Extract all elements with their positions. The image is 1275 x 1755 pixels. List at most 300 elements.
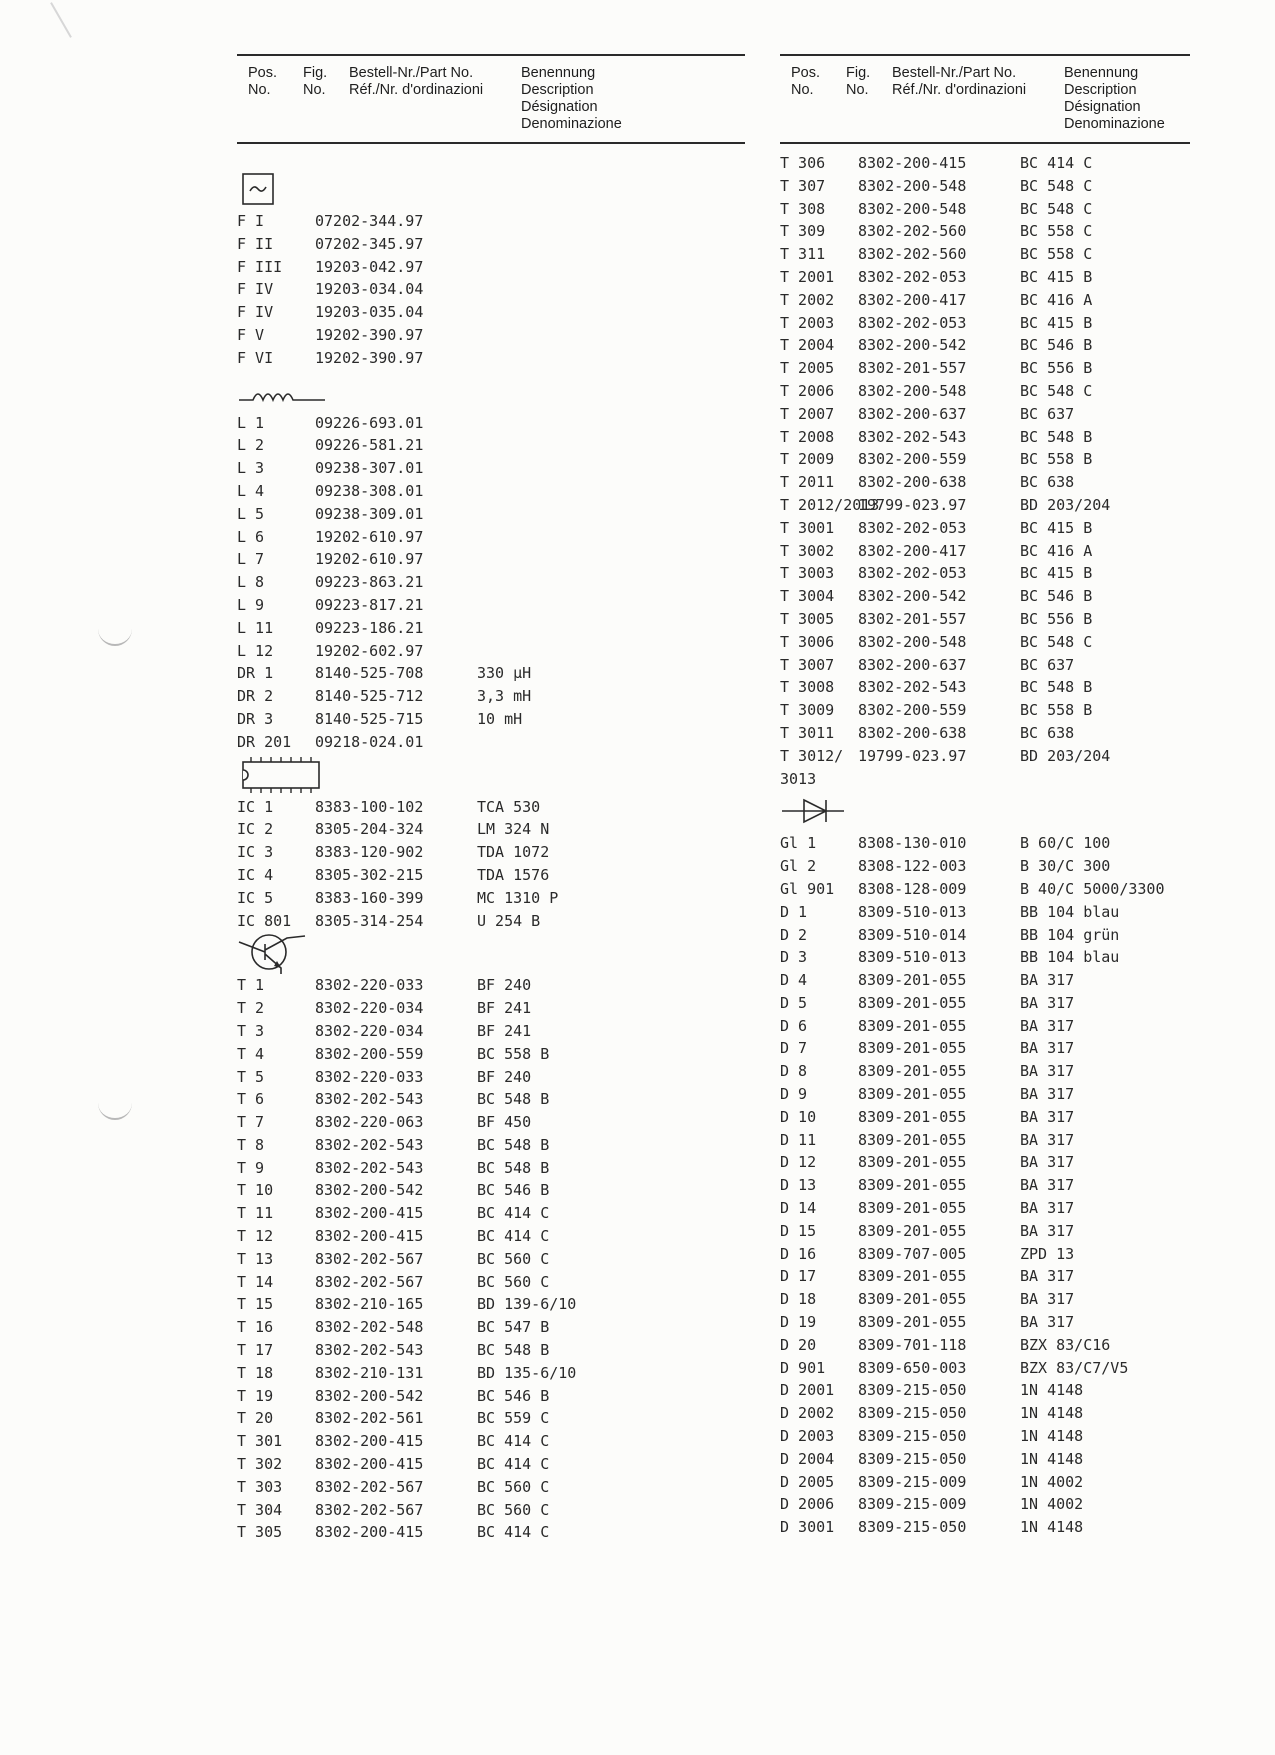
cell-pos: D 18	[780, 1290, 817, 1309]
punch-hole-mark	[98, 1102, 132, 1120]
header-part-no	[892, 65, 1026, 99]
cell-part: 8309-201-055	[858, 993, 967, 1012]
cell-pos: L 12	[237, 641, 274, 660]
cell-desc: 1N 4148	[1020, 1381, 1084, 1400]
cell-desc: B 30/C 300	[1020, 857, 1111, 876]
cell-desc: BC 548 B	[1020, 678, 1093, 697]
table-row	[780, 562, 1190, 585]
cell-desc: BC 415 B	[1020, 518, 1093, 537]
table-row	[237, 1043, 745, 1066]
cell-pos: D 12	[780, 1153, 817, 1172]
cell-desc: BC 415 B	[1020, 313, 1093, 332]
cell-pos: T 13	[237, 1249, 274, 1268]
cell-part: 8302-220-063	[315, 1113, 424, 1132]
cell-part: 09223-186.21	[315, 618, 424, 637]
cell-desc: BD 135-6/10	[477, 1363, 577, 1382]
cell-desc: BC 548 C	[1020, 632, 1093, 651]
cell-part: 8302-200-417	[858, 290, 967, 309]
cell-part: 8309-510-014	[858, 925, 967, 944]
cell-pos: T 3009	[780, 701, 835, 720]
table-row	[780, 1311, 1190, 1334]
cell-part: 8302-202-567	[315, 1249, 424, 1268]
cell-part: 8309-201-055	[858, 1221, 967, 1240]
table-row	[780, 1357, 1190, 1380]
cell-pos: T 17	[237, 1341, 274, 1360]
cell-part: 8302-220-034	[315, 999, 424, 1018]
cell-part: 09238-307.01	[315, 459, 424, 478]
cell-desc: BC 546 B	[1020, 587, 1093, 606]
cell-pos: T 309	[780, 222, 826, 241]
cell-part: 8302-220-034	[315, 1021, 424, 1040]
cell-part: 8309-215-050	[858, 1381, 967, 1400]
table-row	[237, 347, 745, 370]
table-row	[237, 1316, 745, 1339]
cell-pos: D 17	[780, 1267, 817, 1286]
cell-desc: BC 414 C	[477, 1455, 550, 1474]
cell-pos: T 3012/	[780, 746, 844, 765]
cell-part: 8302-200-559	[315, 1044, 424, 1063]
table-row	[780, 1334, 1190, 1357]
header-description	[521, 65, 622, 133]
cell-part: 8302-202-543	[315, 1341, 424, 1360]
table-row	[237, 480, 745, 503]
cell-pos: T 5	[237, 1067, 265, 1086]
cell-part: 19202-602.97	[315, 641, 424, 660]
cell-pos: T 19	[237, 1386, 274, 1405]
cell-part: 8302-201-557	[858, 359, 967, 378]
cell-part: 8383-160-399	[315, 888, 424, 907]
cell-part: 8309-201-055	[858, 971, 967, 990]
cell-desc: BC 558 C	[1020, 222, 1093, 241]
cell-part: 8302-202-053	[858, 267, 967, 286]
cell-pos: T 18	[237, 1363, 274, 1382]
cell-desc: BC 548 B	[477, 1135, 550, 1154]
table-row	[780, 1106, 1190, 1129]
cell-desc: BA 317	[1020, 1016, 1075, 1035]
cell-pos: T 301	[237, 1432, 283, 1451]
table-row	[237, 548, 745, 571]
cell-desc: B 40/C 5000/3300	[1020, 879, 1165, 898]
cell-desc: BZX 83/C7/V5	[1020, 1358, 1129, 1377]
cell-part: 8302-202-548	[315, 1318, 424, 1337]
parts-list-body	[237, 168, 745, 1544]
ic-chip-icon	[237, 754, 745, 796]
cell-part: 8302-200-415	[315, 1455, 424, 1474]
table-row	[780, 312, 1190, 335]
cell-part: 8302-202-567	[315, 1272, 424, 1291]
table-row	[780, 1243, 1190, 1266]
cell-desc: BF 241	[477, 1021, 532, 1040]
cell-part: 8302-200-542	[858, 587, 967, 606]
table-row	[237, 1339, 745, 1362]
table-row	[780, 1516, 1190, 1539]
cell-pos: T 14	[237, 1272, 274, 1291]
cell-pos: D 15	[780, 1221, 817, 1240]
cell-desc: BA 317	[1020, 1107, 1075, 1126]
cell-pos: F IV	[237, 303, 274, 322]
table-row	[780, 152, 1190, 175]
table-row	[237, 1202, 745, 1225]
cell-pos: D 5	[780, 993, 808, 1012]
cell-pos: F V	[237, 325, 265, 344]
cell-desc: BC 415 B	[1020, 267, 1093, 286]
cell-desc: B 60/C 100	[1020, 834, 1111, 853]
table-row	[237, 796, 745, 819]
cell-part: 8305-302-215	[315, 865, 424, 884]
cell-pos: T 15	[237, 1295, 274, 1314]
cell-pos: T 2009	[780, 450, 835, 469]
table-row	[237, 324, 745, 347]
cell-desc: MC 1310 P	[477, 888, 559, 907]
cell-part: 8302-202-567	[315, 1500, 424, 1519]
table-row	[780, 357, 1190, 380]
cell-pos: DR 3	[237, 709, 274, 728]
cell-desc: BC 558 B	[477, 1044, 550, 1063]
table-row	[237, 301, 745, 324]
header-pos-text: Pos. No.	[791, 65, 821, 98]
table-row	[780, 448, 1190, 471]
cell-pos: T 307	[780, 176, 826, 195]
cell-part: 8302-200-548	[858, 199, 967, 218]
table-row	[780, 289, 1190, 312]
cell-pos: IC 3	[237, 843, 274, 862]
cell-pos: T 3008	[780, 678, 835, 697]
cell-part: 8305-314-254	[315, 911, 424, 930]
header-description	[1064, 65, 1165, 133]
cell-part: 8302-202-543	[315, 1158, 424, 1177]
cell-pos: T 1	[237, 976, 265, 995]
table-row	[780, 992, 1190, 1015]
cell-pos: T 3006	[780, 632, 835, 651]
cell-part: 07202-345.97	[315, 234, 424, 253]
table-row	[237, 526, 745, 549]
table-row	[237, 685, 745, 708]
table-row	[780, 380, 1190, 403]
cell-part: 8302-200-637	[858, 404, 967, 423]
table-row	[237, 1111, 745, 1134]
cell-pos: F III	[237, 257, 283, 276]
cell-pos: D 20	[780, 1335, 817, 1354]
cell-desc: BC 548 C	[1020, 199, 1093, 218]
cell-part: 8309-201-055	[858, 1062, 967, 1081]
table-row	[780, 175, 1190, 198]
cell-pos: D 2002	[780, 1404, 835, 1423]
table-row	[780, 1060, 1190, 1083]
table-row	[237, 434, 745, 457]
cell-pos: Gl 2	[780, 857, 817, 876]
cell-pos: T 6	[237, 1090, 265, 1109]
cell-desc: BC 560 C	[477, 1272, 550, 1291]
cell-part: 09223-863.21	[315, 573, 424, 592]
cell-desc: BC 548 B	[477, 1341, 550, 1360]
cell-pos: T 2007	[780, 404, 835, 423]
cell-part: 8302-202-567	[315, 1477, 424, 1496]
cell-part: 8302-200-542	[315, 1386, 424, 1405]
table-row	[237, 1385, 745, 1408]
cell-desc: LM 324 N	[477, 820, 550, 839]
cell-pos: IC 4	[237, 865, 274, 884]
table-row	[237, 1248, 745, 1271]
cell-pos: D 2001	[780, 1381, 835, 1400]
cell-pos: D 2	[780, 925, 808, 944]
table-row	[237, 1157, 745, 1180]
cell-part: 8309-701-118	[858, 1335, 967, 1354]
cell-pos: T 3007	[780, 655, 835, 674]
cell-desc: 1N 4148	[1020, 1518, 1084, 1537]
diode-icon	[780, 790, 1190, 832]
cell-pos: Gl 1	[780, 834, 817, 853]
table-row	[780, 494, 1190, 517]
cell-part: 19203-035.04	[315, 303, 424, 322]
cell-part: 09238-308.01	[315, 481, 424, 500]
header-part-no	[349, 65, 483, 99]
cell-pos: D 8	[780, 1062, 808, 1081]
cell-desc: BC 548 B	[1020, 427, 1093, 446]
cell-pos: T 311	[780, 245, 826, 264]
cell-pos: D 10	[780, 1107, 817, 1126]
table-row	[780, 722, 1190, 745]
cell-part: 8383-100-102	[315, 797, 424, 816]
cell-pos: D 9	[780, 1085, 808, 1104]
cell-part: 8302-200-548	[858, 632, 967, 651]
cell-pos: T 3	[237, 1021, 265, 1040]
cell-desc: BC 558 B	[1020, 450, 1093, 469]
cell-pos: D 2004	[780, 1449, 835, 1468]
header-desc-text: Benennung Description Désignation Denominazione	[521, 65, 622, 132]
table-row	[237, 1407, 745, 1430]
cell-pos: IC 2	[237, 820, 274, 839]
cell-pos: T 4	[237, 1044, 265, 1063]
cell-part: 8308-130-010	[858, 834, 967, 853]
cell-part: 8302-200-638	[858, 723, 967, 742]
table-row	[780, 1425, 1190, 1448]
cell-desc: BA 317	[1020, 1062, 1075, 1081]
cell-pos: D 7	[780, 1039, 808, 1058]
header-fig-text: Fig. No.	[846, 65, 871, 98]
cell-pos: L 11	[237, 618, 274, 637]
cell-part: 8302-200-415	[315, 1204, 424, 1223]
cell-part: 8309-201-055	[858, 1130, 967, 1149]
table-row	[780, 832, 1190, 855]
table-row	[780, 517, 1190, 540]
table-row	[237, 1521, 745, 1544]
cell-desc: BC 414 C	[477, 1523, 550, 1542]
cell-pos: T 2001	[780, 267, 835, 286]
table-row	[780, 1493, 1190, 1516]
table-row	[237, 887, 745, 910]
table-row	[237, 1066, 745, 1089]
table-row	[780, 699, 1190, 722]
cell-part: 8140-525-712	[315, 687, 424, 706]
cell-pos: DR 2	[237, 687, 274, 706]
cell-desc: BZX 83/C16	[1020, 1335, 1111, 1354]
cell-pos: T 8	[237, 1135, 265, 1154]
cell-pos: D 2006	[780, 1495, 835, 1514]
table-row	[237, 1020, 745, 1043]
cell-part: 8309-201-055	[858, 1153, 967, 1172]
cell-desc: BC 560 C	[477, 1249, 550, 1268]
cell-desc: BA 317	[1020, 1176, 1075, 1195]
cell-part: 8308-128-009	[858, 879, 967, 898]
cell-pos: L 2	[237, 436, 265, 455]
table-row	[237, 910, 745, 933]
table-row	[780, 654, 1190, 677]
table-row	[780, 1037, 1190, 1060]
cell-part: 19203-042.97	[315, 257, 424, 276]
cell-pos: T 3004	[780, 587, 835, 606]
cell-pos: D 3	[780, 948, 808, 967]
table-row	[237, 818, 745, 841]
table-row	[237, 1453, 745, 1476]
cell-pos: F II	[237, 234, 274, 253]
table-row	[780, 969, 1190, 992]
cell-pos: T 2005	[780, 359, 835, 378]
cell-part: 8302-200-548	[858, 381, 967, 400]
table-row	[780, 266, 1190, 289]
cell-part: 19799-023.97	[858, 746, 967, 765]
cell-part: 8309-510-013	[858, 902, 967, 921]
cell-desc: 1N 4148	[1020, 1427, 1084, 1446]
cell-pos: T 2004	[780, 336, 835, 355]
cell-desc: BC 414 C	[477, 1204, 550, 1223]
table-row	[237, 841, 745, 864]
cell-desc: BA 317	[1020, 993, 1075, 1012]
cell-desc: BC 548 C	[1020, 381, 1093, 400]
table-row	[237, 1476, 745, 1499]
cell-desc: BC 548 C	[1020, 176, 1093, 195]
cell-part: 8302-202-560	[858, 245, 967, 264]
cell-desc: TCA 530	[477, 797, 541, 816]
cell-part: 8302-200-548	[858, 176, 967, 195]
cell-desc: TDA 1072	[477, 843, 550, 862]
cell-part: 19202-610.97	[315, 527, 424, 546]
table-row	[780, 1174, 1190, 1197]
cell-desc: BC 556 B	[1020, 359, 1093, 378]
header-desc-text: Benennung Description Désignation Denominazione	[1064, 65, 1165, 132]
cell-part: 09238-309.01	[315, 504, 424, 523]
cell-part: 8302-202-053	[858, 564, 967, 583]
cell-desc: BC 548 B	[477, 1158, 550, 1177]
cell-desc: BD 139-6/10	[477, 1295, 577, 1314]
cell-desc: BC 414 C	[477, 1432, 550, 1451]
table-row	[237, 457, 745, 480]
table-row	[780, 220, 1190, 243]
table-row	[237, 1293, 745, 1316]
table-row	[237, 864, 745, 887]
table-row	[237, 617, 745, 640]
cell-desc: 10 mH	[477, 709, 523, 728]
table-header	[237, 54, 745, 144]
parts-list-right-column	[780, 54, 1190, 1539]
cell-part: 8302-201-557	[858, 609, 967, 628]
cell-part: 8302-200-415	[315, 1432, 424, 1451]
cell-pos: L 6	[237, 527, 265, 546]
cell-pos: D 19	[780, 1313, 817, 1332]
table-header	[780, 54, 1190, 144]
table-row	[780, 924, 1190, 947]
table-row	[237, 974, 745, 997]
cell-desc: BC 414 C	[1020, 154, 1093, 172]
cell-part: 09226-581.21	[315, 436, 424, 455]
table-row	[780, 585, 1190, 608]
cell-desc: BC 560 C	[477, 1500, 550, 1519]
cell-pos: L 8	[237, 573, 265, 592]
cell-part: 8309-201-055	[858, 1107, 967, 1126]
cell-part: 07202-344.97	[315, 212, 424, 230]
table-row	[780, 631, 1190, 654]
cell-pos: F IV	[237, 280, 274, 299]
cell-part: 8302-220-033	[315, 976, 424, 995]
table-row	[237, 1430, 745, 1453]
cell-part: 8302-210-165	[315, 1295, 424, 1314]
cell-pos: T 12	[237, 1227, 274, 1246]
cell-part: 8302-220-033	[315, 1067, 424, 1086]
filter-icon	[237, 168, 745, 210]
table-row	[780, 1288, 1190, 1311]
cell-pos: T 306	[780, 154, 826, 172]
cell-part: 8383-120-902	[315, 843, 424, 862]
cell-desc: TDA 1576	[477, 865, 550, 884]
cell-desc: BC 548 B	[477, 1090, 550, 1109]
cell-desc: BA 317	[1020, 1267, 1075, 1286]
cell-desc: BA 317	[1020, 1199, 1075, 1218]
cell-pos: Gl 901	[780, 879, 835, 898]
table-row	[780, 471, 1190, 494]
table-row	[237, 1271, 745, 1294]
cell-desc: BA 317	[1020, 1039, 1075, 1058]
table-row	[237, 594, 745, 617]
cell-pos: L 9	[237, 595, 265, 614]
table-row	[780, 1379, 1190, 1402]
cell-pos: D 14	[780, 1199, 817, 1218]
table-row	[780, 1220, 1190, 1243]
cell-part: 8309-650-003	[858, 1358, 967, 1377]
table-row	[780, 1083, 1190, 1106]
table-row	[237, 1134, 745, 1157]
cell-desc: BA 317	[1020, 971, 1075, 990]
cell-part: 19799-023.97	[858, 495, 967, 514]
cell-pos: T 3011	[780, 723, 835, 742]
table-row	[237, 571, 745, 594]
cell-pos: L 1	[237, 413, 265, 432]
cell-desc: BC 546 B	[477, 1181, 550, 1200]
cell-desc: BC 546 B	[1020, 336, 1093, 355]
table-row	[237, 210, 745, 233]
table-row	[237, 1225, 745, 1248]
cell-part: 8302-200-559	[858, 701, 967, 720]
cell-desc: BA 317	[1020, 1221, 1075, 1240]
table-row	[780, 1151, 1190, 1174]
cell-desc: 1N 4148	[1020, 1404, 1084, 1423]
cell-pos: T 302	[237, 1455, 283, 1474]
table-row	[237, 997, 745, 1020]
table-row	[780, 1129, 1190, 1152]
cell-desc: BB 104 blau	[1020, 948, 1120, 967]
table-row	[237, 708, 745, 731]
cell-part: 8309-215-050	[858, 1427, 967, 1446]
cell-desc: BD 203/204	[1020, 746, 1111, 765]
table-row	[237, 278, 745, 301]
cell-desc: BA 317	[1020, 1290, 1075, 1309]
cell-part: 19202-390.97	[315, 325, 424, 344]
cell-desc: BA 317	[1020, 1130, 1075, 1149]
cell-pos: L 3	[237, 459, 265, 478]
cell-pos: L 7	[237, 550, 265, 569]
cell-pos: D 2005	[780, 1472, 835, 1491]
cell-pos: T 2006	[780, 381, 835, 400]
cell-part: 8302-200-415	[315, 1523, 424, 1542]
cell-pos: T 9	[237, 1158, 265, 1177]
